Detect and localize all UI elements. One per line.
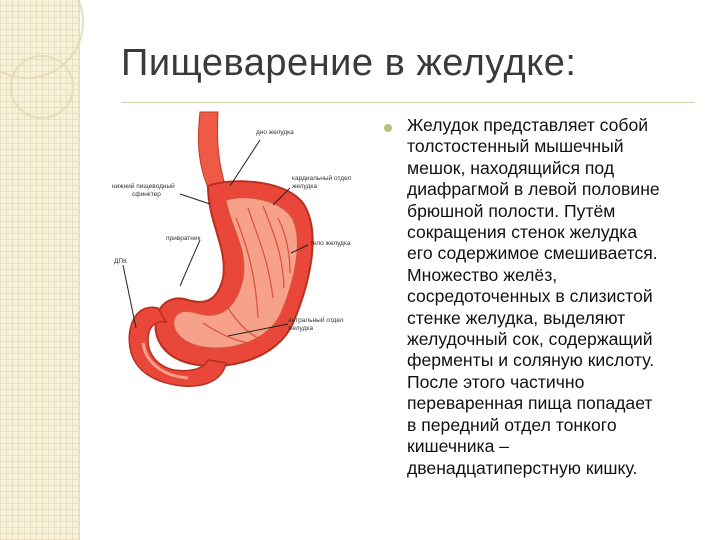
stomach-illustration [108, 108, 358, 398]
slide-title: Пищеварение в желудке: [121, 42, 577, 84]
esophagus-shape [198, 112, 226, 188]
label-antral-1: антральный отдел [288, 317, 344, 324]
label-cardiac-2: желудка [292, 183, 317, 190]
bullet-icon [384, 124, 392, 132]
title-divider [121, 102, 695, 103]
label-body: тело желудка [310, 240, 351, 247]
decorative-circle-small [10, 55, 74, 119]
label-cardiac-1: кардиальный отдел [292, 175, 352, 182]
stomach-diagram [108, 108, 358, 398]
label-fundus: дно желудка [256, 129, 294, 136]
label-pylorus: привратник [166, 235, 201, 242]
label-lower-sphincter-2: сфинктер [132, 191, 161, 198]
slide-body-text: Желудок представляет собой толстостенный мышечный мешок, находящийся под диафрагмой в левой половине брюшной полости. Путём сокращения стенок желудка его содержимое смешивается. Множество желёз, сосредоточенных в слизистой стенке желудка, выделяют желудочный сок, содержащий ферменты и соляную кислоту. После этого частично переваренная пища попадает в передний отдел тонкого кишечника – двенадцатиперстную кишку. [407, 115, 660, 478]
left-band-edge [78, 0, 80, 540]
label-antral-2: желудка [288, 325, 313, 332]
label-lower-sphincter-1: нижний пищеводный [112, 183, 175, 190]
label-duodenum: ДПК [114, 258, 127, 265]
